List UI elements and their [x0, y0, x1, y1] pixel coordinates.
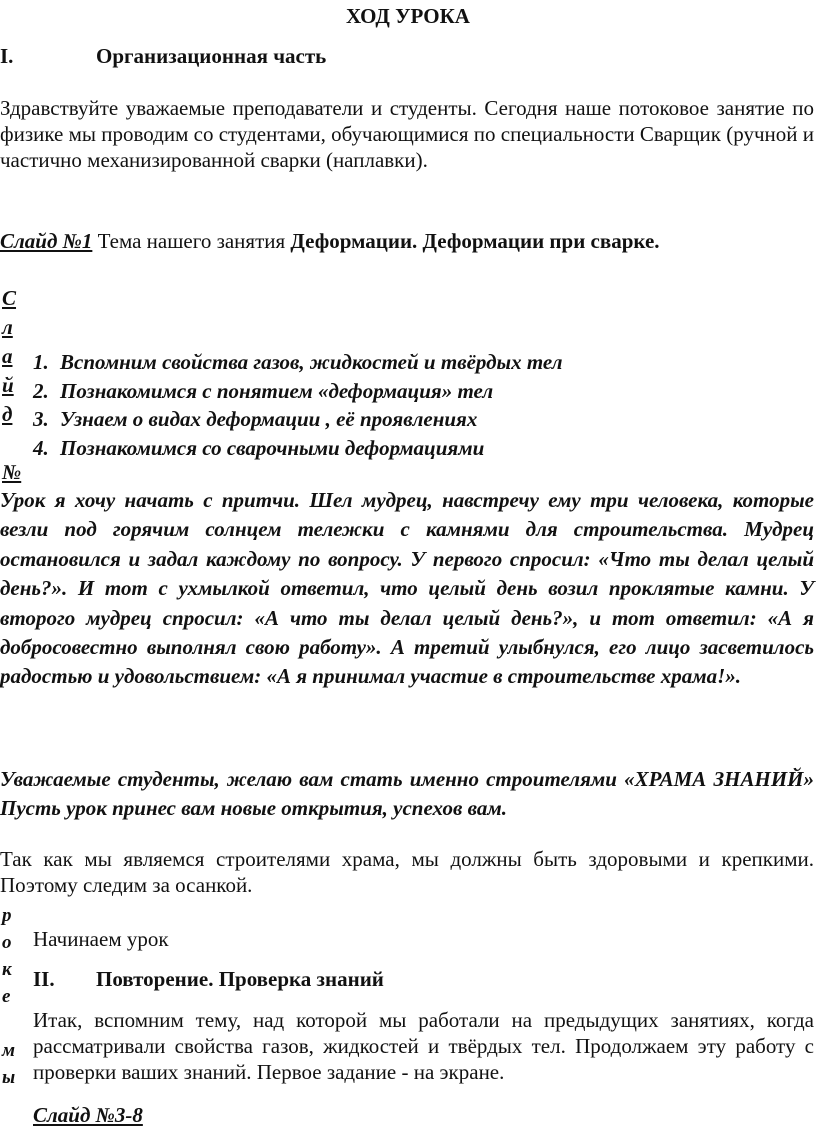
goal-item [33, 377, 563, 406]
goal-item [33, 405, 563, 434]
goal-number: 3. [33, 407, 49, 431]
goal-number: 2. [33, 378, 49, 403]
side-letter: к [2, 959, 12, 980]
review-paragraph: Итак, вспомним тему, над которой мы работали на предыдущих занятиях, когда рассматривали свойства газов, жидкостей и твёрдых тел. Продолжаем эту работу с проверки ваших знаний. Первое задание - на экране. [33, 1008, 814, 1084]
side-letter: л [2, 315, 13, 339]
slide-1-topic: Деформации. Деформации при сварке. [290, 229, 660, 253]
goal-text: Узнаем о видах деформации , её проявлениях [60, 407, 478, 431]
goal-item [33, 348, 563, 377]
side-letter: о [2, 932, 12, 953]
start-line: Начинаем урок [33, 927, 169, 951]
goal-text: Познакомимся со сварочными деформациями [60, 435, 485, 460]
side-letter: ы [2, 1067, 16, 1088]
slide-1-label: Слайд №1 [0, 229, 93, 253]
side-letter: № [2, 460, 22, 484]
slide-1-text: Тема нашего занятия [92, 229, 291, 253]
section-2-number: II. [33, 967, 55, 991]
side-letter: д [2, 402, 13, 426]
side-letter: й [2, 373, 14, 397]
parable-paragraph: Урок я хочу начать с притчи. Шел мудрец, навстречу ему три человека, которые везли под горячим солнцем тележки с камнями для строительства. Мудрец остановился и задал каждому по вопросу. У первого спросил: «Что ты делал целый день?». И тот с ухмылкой ответил, что целый день возил проклятые камни. У второго мудрец спросил: «А что ты делал целый день?», и тот ответил: «А я добросовестно выполнял свою работу». А третий улыбнулся, его лицо засветилось радостью и удовольствием: «А я принимал участие в строительстве храма!». [0, 488, 814, 689]
section-1-title: Организационная часть [96, 44, 327, 68]
side-letter: а [2, 344, 13, 368]
section-1-number: I. [0, 44, 14, 68]
side-letter: р [2, 905, 12, 926]
section-2-heading [33, 967, 816, 995]
side-letter [2, 429, 22, 458]
goal-number: 4. [33, 435, 49, 460]
side-letter: е [2, 986, 11, 1007]
intro-paragraph: Здравствуйте уважаемые преподаватели и студенты. Сегодня наше потоковое занятие по физике мы проводим со студентами, обучающимися по специальности Сварщик (ручной и частично механизированной сварки (наплавки). [0, 96, 814, 172]
side-label-lesson [2, 902, 22, 1091]
slide-1-line [0, 229, 816, 254]
side-letter [2, 1010, 22, 1037]
section-2-title: Повторение. Проверка знаний [96, 967, 384, 991]
goal-item [33, 434, 563, 463]
section-1-heading [0, 44, 816, 72]
side-letter: м [2, 1040, 16, 1061]
slide-3-label: Слайд №3-8 [33, 1103, 143, 1127]
page-title: ХОД УРОКА [346, 4, 470, 28]
goal-text: Вспомним свойства газов, жидкостей и твёрдых тел [60, 350, 563, 374]
side-letter: С [2, 286, 17, 310]
goal-text: Познакомимся с понятием «деформация» тел [60, 378, 494, 403]
posture-paragraph: Так как мы являемся строителями храма, мы должны быть здоровыми и крепкими. Поэтому следим за осанкой. [0, 847, 814, 897]
goals-list [33, 348, 563, 462]
side-label-slide [2, 284, 22, 487]
goal-number: 1. [33, 350, 49, 374]
wish-paragraph: Уважаемые студенты, желаю вам стать именно строителями «ХРАМА ЗНАНИЙ» Пусть урок принес вам новые открытия, успехов вам. [0, 767, 814, 821]
